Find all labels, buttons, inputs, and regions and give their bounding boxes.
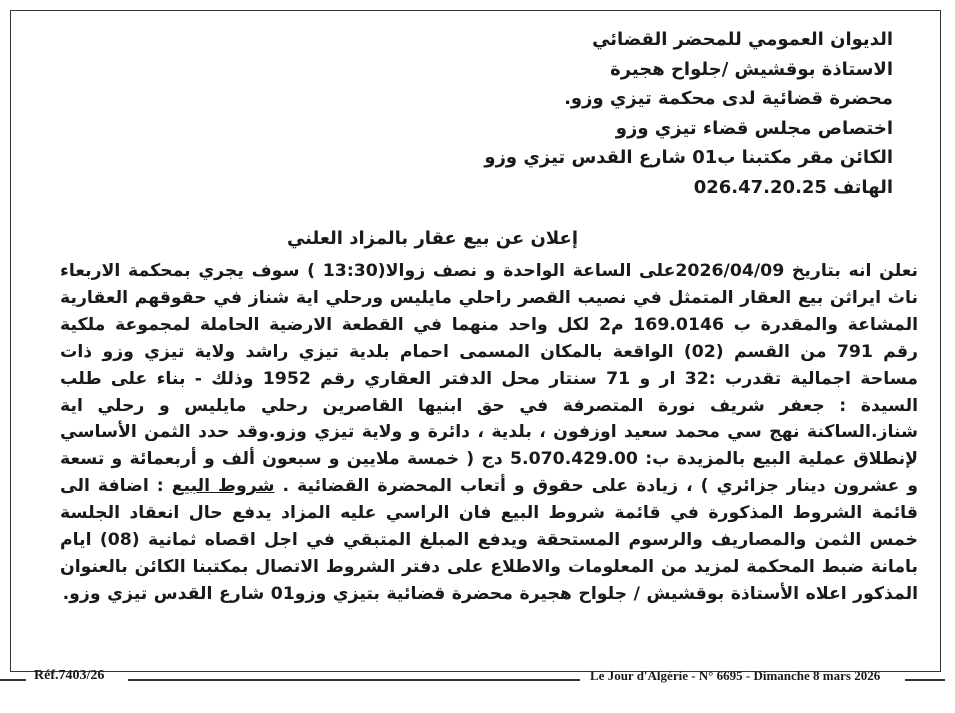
footer-rule-middle	[128, 679, 580, 681]
footer-rule-right	[905, 679, 945, 681]
footer-rule-left	[0, 679, 26, 681]
notice-title: إعلان عن بيع عقار بالمزاد العلني	[286, 228, 579, 249]
bailiff-name: الاستاذة بوقشيش /جلواح هجيرة	[610, 58, 893, 80]
jurisdiction: اختصاص مجلس قضاء تيزي وزو	[615, 117, 893, 139]
announcement-text: نعلن انه بتاريخ 2026/04/09على الساعة الواحدة و نصف زوالا(13:30 ) سوف يجري بمحكمة الاربعاء ناث ايراثن بيع العقار المتمثل في نصيب القصر راحلي مايليس ورحلي اية شناز في حقوقهم العقارية المشاعة والمقدرة ب 169.0146 م2 لكل واحد منهما في القطعة الارضية الحاملة لمجموعة ملكية رقم 791 من القسم (02) الواقعة بالمكان المسمى احمام بلدية تيزي راشد ولاية تيزي وزو ذات مساحة اجمالية تقدرب :32 ار و 71 سنتار محل الدفتر العقاري رقم 1952 وذلك - بناء على طلب السيدة : جعفر شريف نورة المتصرفة في حق ابنيها القاصرين رحلي مايليس و رحلي اية شناز.الساكنة نهج سي محمد سعيد اوزفون ، بلدية ، دائرة و ولاية تيزي وزو.وقد حدد الثمن الأساسي لإنطلاق عملية البيع بالمزيدة ب: 5.070.429.00 دج ( خمسة ملايين و سبعون ألف و أربعمائة و تسعة و عشرون دينار جزائري ) ، زيادة على حقوق و أتعاب المحضرة القضائية .	[60, 261, 919, 497]
terms-text: : اضافة الى قائمة الشروط المذكورة في قائمة شروط البيع فان الراسي عليه المزاد يدفع حال انعقاد الجلسة خمس الثمن والمصاريف والرسوم المستحقة ويدفع المبلغ المتبقي في اجل اقصاه ثمانية (08) ايام بامانة ضبط المحكمة لمزيد من المعلومات والاطلاع على دفتر الشروط الاتصال بمكتبنا الكائن بالعنوان المذكور اعلاه الأستاذة بوقشيش / جلواح هجيرة محضرة قضائية بتيزي وزو01 شارع القدس تيزي وزو.	[60, 476, 918, 604]
footer	[0, 663, 955, 693]
reference-number: Réf.7403/26	[34, 668, 105, 683]
terms-label: شروط البيع	[171, 476, 275, 497]
court-title: محضرة قضائية لدى محكمة تيزي وزو.	[564, 88, 893, 109]
phone-label: الهاتف	[833, 176, 893, 198]
office-name: الديوان العمومي للمحضر القضائي	[592, 29, 893, 50]
phone-line	[293, 173, 893, 203]
notice-body	[60, 258, 918, 608]
newspaper-source: Le Jour d'Algérie - N° 6695 - Dimanche 8 mars 2026	[590, 668, 881, 683]
bailiff-header	[293, 25, 893, 202]
phone-number: 026.47.20.25	[693, 176, 827, 198]
office-address: الكائن مقر مكتبنا ب01 شارع القدس تيزي وزو	[484, 147, 893, 168]
